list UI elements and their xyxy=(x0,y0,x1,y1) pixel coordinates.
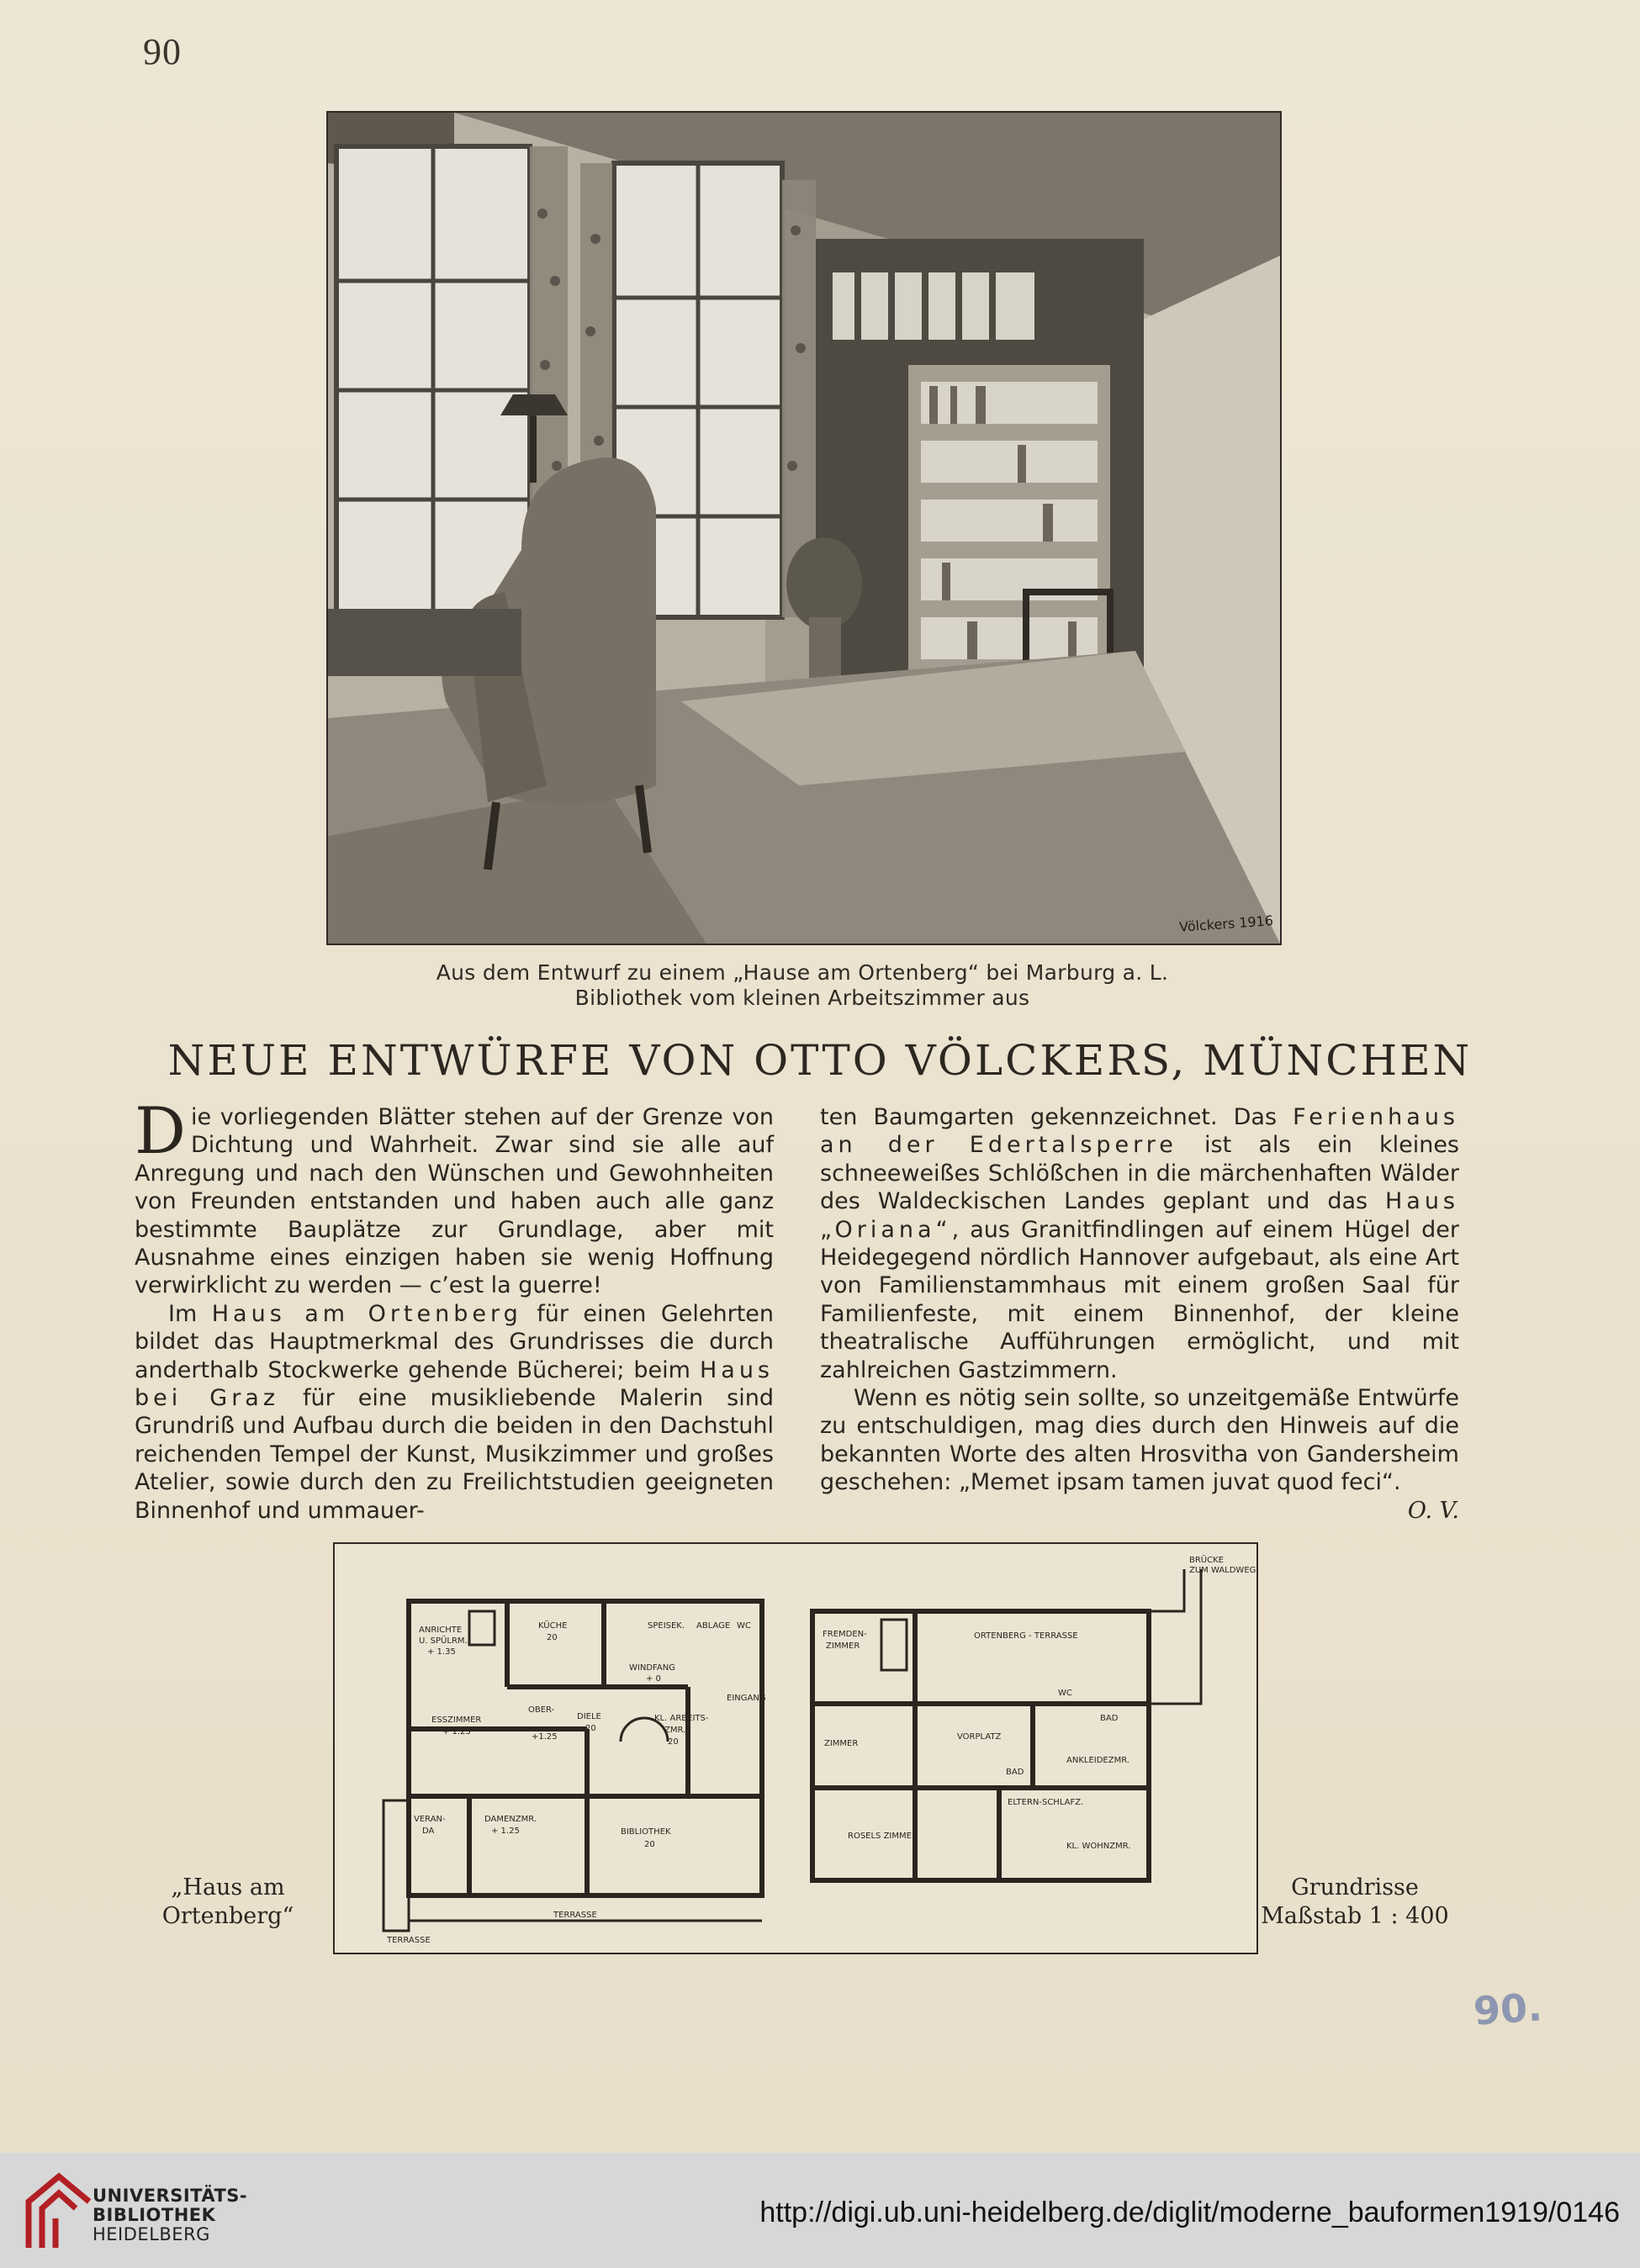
room-eltern-schlaf: ELTERN-SCHLAFZ. xyxy=(1008,1798,1084,1807)
room-vorplatz: VORPLATZ xyxy=(957,1732,1002,1742)
article-title: NEUE ENTWÜRFE VON OTTO VÖLCKERS, MÜNCHEN xyxy=(167,1036,1473,1085)
plan-label-grundrisse xyxy=(1258,1874,1452,1931)
spaced-haus-ortenberg: Haus am Ortenberg xyxy=(211,1300,522,1327)
text-run: für eine musikliebende Malerin sind Grundriß und Aufbau durch die beiden in den Dachstuhl reichenden Tempel der Kunst, Musikzimmer und großes Atelier, sowie durch den zu Freilichtstudien geeigneten Binnenhof und ummauer- xyxy=(135,1385,774,1524)
floor-plans xyxy=(333,1542,1258,1954)
room-veranda: VERAN- xyxy=(414,1815,446,1824)
text-run: ist als ein kleines schneeweißes Schlößchen in die märchenhaften Wälder des Waldeckischen Landes geplant und das xyxy=(820,1132,1459,1215)
room-fremdenzimmer-2: ZIMMER xyxy=(826,1642,860,1651)
author-initials: O. V. xyxy=(1407,1497,1459,1524)
paragraph-intro-text: ie vorliegenden Blätter stehen auf der Grenze von Dichtung und Wahrheit. Zwar sind sie alle auf Anregung und nach den Wünschen und Gewohnheiten von Freunden entstanden und haben auch alle ganz bestimmte Bauplätze zur Grundlage, aber mit Ausnahme eines einzigen haben sie wenig Hoffnung verwirklicht zu werden — c’est la guerre! xyxy=(135,1104,774,1299)
room-anrichte-level: + 1.35 xyxy=(427,1647,456,1657)
room-kueche: KÜCHE xyxy=(538,1621,568,1631)
library-logo-icon xyxy=(20,2168,98,2252)
room-kueche-level: 20 xyxy=(547,1633,558,1642)
room-spuelraum: U. SPÜLRM. xyxy=(419,1636,468,1646)
caption-line-1: Aus dem Entwurf zu einem „Hause am Ortenberg“ bei Marburg a. L. xyxy=(436,960,1169,985)
caption-line-2: Bibliothek vom kleinen Arbeitszimmer aus xyxy=(574,986,1030,1010)
page-number: 90 xyxy=(143,31,182,72)
paragraph-ferienhaus xyxy=(820,1103,1459,1384)
room-bibliothek-level: 20 xyxy=(644,1840,655,1849)
paragraph-closing xyxy=(820,1384,1459,1524)
room-rosels-zimmer: ROSELS ZIMMER xyxy=(848,1832,918,1841)
text-run: Im xyxy=(168,1300,212,1327)
room-bibliothek: BIBLIOTHEK xyxy=(621,1827,671,1837)
text-run: ten Baumgarten gekennzeichnet. Das xyxy=(820,1104,1293,1130)
room-ortenberg-terrasse: ORTENBERG - TERRASSE xyxy=(974,1631,1078,1641)
room-diele-level: 20 xyxy=(585,1724,596,1733)
plan-label-title: Grundrisse xyxy=(1291,1874,1419,1901)
room-esszimmer: ESSZIMMER xyxy=(431,1716,482,1725)
paragraph-intro xyxy=(135,1093,774,1300)
room-ablage: ABLAGE xyxy=(696,1621,731,1631)
column-left xyxy=(135,1093,774,1525)
text-run: , aus Granitfindlingen auf einem Hügel der Heidegegend nördlich Hannover aufgebaut, als eine Art von Familienstammhaus mit einem großen Saal für Familienfeste, mit einem Binnenhof, der kleine theatralische Aufführungen ermöglicht, und mit zahlreichen Gastzimmern. xyxy=(820,1216,1459,1383)
spaced-haus-oriana: Haus „Oriana“ xyxy=(820,1188,1459,1243)
paragraph-houses xyxy=(135,1300,774,1525)
footer-bar xyxy=(0,2153,1640,2268)
source-url-link[interactable]: http://digi.ub.uni-heidelberg.de/diglit/moderne_bauformen1919/0146 xyxy=(759,2197,1620,2228)
room-eingang: EINGANG xyxy=(727,1694,766,1703)
room-bad-small: BAD xyxy=(1006,1768,1024,1777)
artist-signature: Völckers 1916 xyxy=(1178,912,1274,935)
library-name xyxy=(93,2186,247,2244)
room-anrichte: ANRICHTE xyxy=(419,1626,463,1635)
figure-caption xyxy=(326,960,1278,1011)
room-damenzimmer: DAMENZMR. xyxy=(484,1815,537,1824)
room-veranda-2: DA xyxy=(422,1827,435,1836)
room-kl-wohnzimmer: KL. WOHNZMR. xyxy=(1066,1842,1131,1851)
plan-label-scale: Maßstab 1 : 400 xyxy=(1261,1903,1449,1929)
room-arbeitszimmer-2: ZMR. xyxy=(664,1726,686,1735)
text-run: für einen Gelehrten bildet das Hauptmerkmal des Grundrisses die durch anderthalb Stockwerke gehende Bücherei; beim xyxy=(135,1300,774,1383)
spaced-ferienhaus: Ferienhaus an der Edertalsperre xyxy=(820,1104,1459,1159)
room-diele-step: +1.25 xyxy=(532,1732,558,1742)
room-bruecke: BRÜCKE xyxy=(1189,1556,1224,1565)
library-line-3: HEIDELBERG xyxy=(93,2224,210,2244)
room-speisekammer: SPEISEK. xyxy=(648,1621,685,1631)
library-line-1: UNIVERSITÄTS- xyxy=(93,2186,248,2206)
library-illustration xyxy=(326,111,1282,945)
drop-cap: D xyxy=(135,1093,186,1168)
page-stamp: 90. xyxy=(1472,1984,1544,2034)
room-oberlicht: OBER- xyxy=(528,1705,555,1715)
column-right xyxy=(820,1103,1459,1525)
spaced-haus-graz: Haus bei Graz xyxy=(135,1356,774,1412)
room-esszimmer-level: + 1.25 xyxy=(442,1727,471,1737)
room-wc: WC xyxy=(737,1621,751,1631)
room-damenzimmer-level: + 1.25 xyxy=(491,1827,520,1836)
room-diele: DIELE xyxy=(577,1712,601,1721)
article-body xyxy=(135,1093,1459,1525)
room-ankleidezimmer: ANKLEIDEZMR. xyxy=(1066,1756,1129,1765)
terrace-bottom: TERRASSE xyxy=(553,1911,597,1920)
room-bruecke-2: ZUM WALDWEG xyxy=(1189,1566,1256,1575)
room-fremdenzimmer: FREMDEN- xyxy=(823,1630,867,1639)
floor-plan-drawing xyxy=(335,1544,1256,1953)
room-arbeitszimmer-level: 20 xyxy=(668,1737,679,1747)
terrace-left: TERRASSE xyxy=(387,1936,431,1945)
room-zimmer: ZIMMER xyxy=(824,1739,859,1748)
room-windfang-level: + 0 xyxy=(646,1674,661,1684)
room-arbeitszimmer: KL. ARBEITS- xyxy=(654,1714,709,1723)
library-line-2: BIBLIOTHEK xyxy=(93,2205,216,2225)
plan-label-haus: „Haus am Ortenberg“ xyxy=(161,1874,294,1929)
room-wc-upper: WC xyxy=(1058,1689,1072,1698)
library-drawing xyxy=(328,113,1280,944)
text-run: Wenn es nötig sein sollte, so unzeitgemäße Entwürfe zu entschuldigen, mag dies durch den Hinweis auf die bekannten Worte des alten Hrosvitha von Gandersheim geschehen: „Memet ipsam tamen juvat quod feci“. xyxy=(820,1385,1459,1496)
room-windfang: WINDFANG xyxy=(629,1663,675,1673)
room-bad: BAD xyxy=(1100,1714,1119,1723)
